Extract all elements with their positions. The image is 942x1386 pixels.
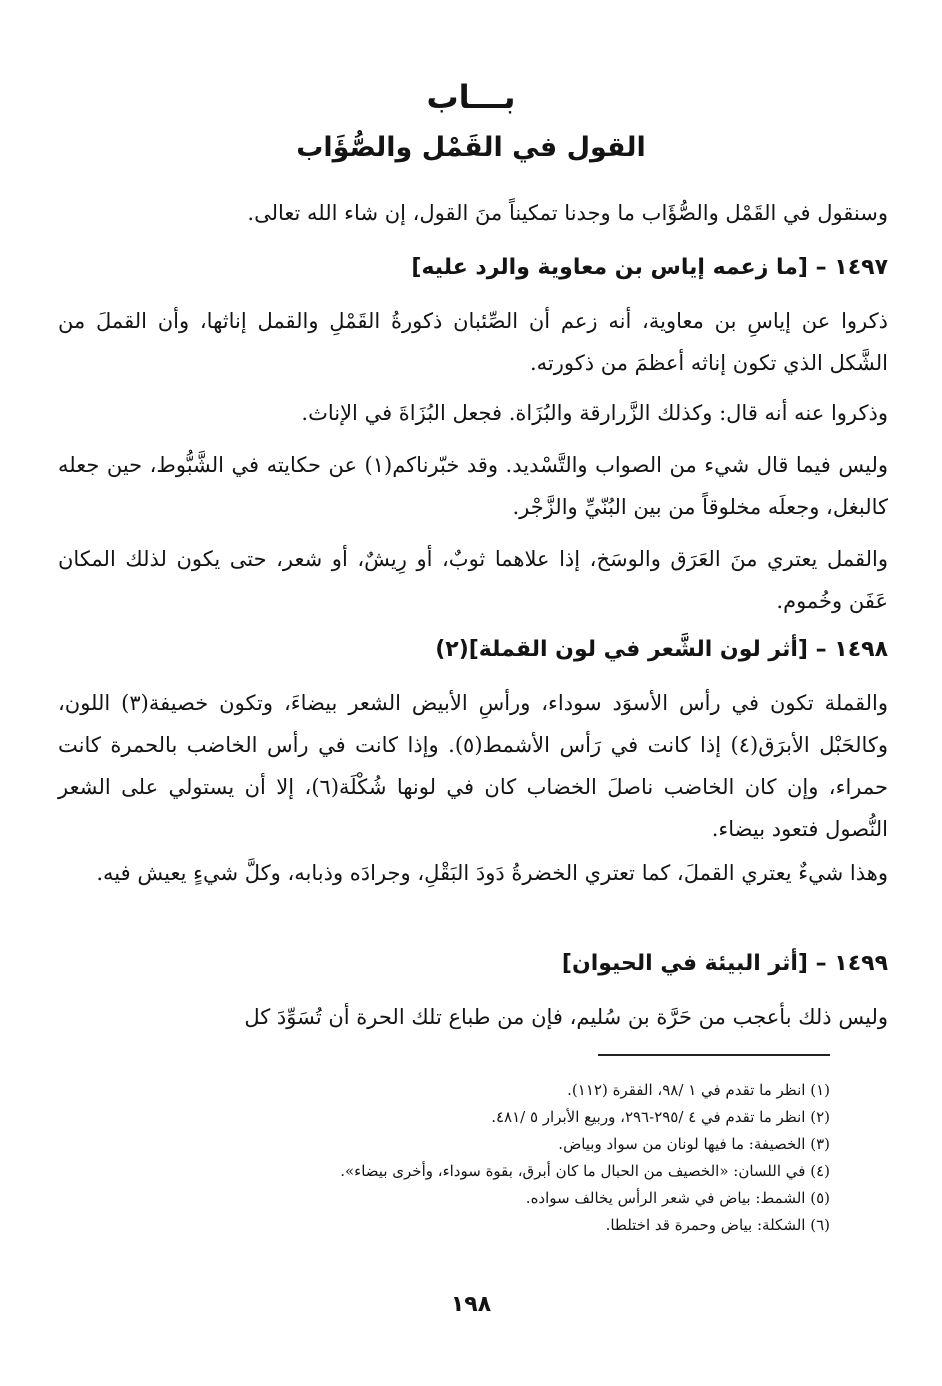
section-1497-para-2 [58, 392, 888, 434]
chapter-title: القول في القَمْل والصُّؤَاب [296, 132, 646, 163]
section-1499-para-1 [58, 996, 888, 1038]
section-heading: ١٤٩٧ – [ما زعمه إياس بن معاوية والرد عليه] [411, 255, 888, 280]
paragraph: ذكروا عن إياسِ بن معاوية، أنه زعم أن الصِّئبان ذكورةُ القَمْلِ والقمل إناثها، وأن القملَ من الشَّكل الذي تكون إناثه أعظمَ من ذكورته. [58, 309, 888, 375]
footnote: (١) انظر ما تقدم في ١ /٩٨، الفقرة (١١٢). [567, 1081, 830, 1099]
section-1498 [58, 628, 888, 672]
page-number: ١٩٨ [450, 1292, 492, 1317]
section-heading: ١٤٩٩ – [أثر البيئة في الحيوان] [561, 951, 888, 976]
paragraph: وليس ذلك بأعجب من حَرَّة بن سُليم، فإن من طباع تلك الحرة أن تُسَوِّدَ كل [244, 1005, 888, 1029]
footnote: (٤) في اللسان: «الخصيف من الحبال ما كان أبرق، بقوة سوداء، وأخرى بيضاء». [340, 1162, 830, 1180]
chapter-label: بـــاب [426, 78, 516, 116]
intro-paragraph: وسنقول في القَمْل والصُّؤَاب ما وجدنا تمكيناً منَ القول، إن شاء الله تعالى. [247, 201, 888, 225]
section-1497-para-1 [58, 300, 888, 384]
paragraph: وهذا شيءٌ يعتري القملَ، كما تعتري الخضرةُ دَودَ البَقْلِ، وجرادَه وذبابه، وكلَّ شيءٍ يعيش فيه. [96, 861, 888, 885]
section-1499 [58, 942, 888, 986]
paragraph: والقملة تكون في رأس الأسوَد سوداء، ورأسِ الأبيض الشعر بيضاءَ، وتكون خصيفة(٣) اللون، وكالحَبْل الأبرَق(٤) إذا كانت في رَأس الأشمط(٥). وإذا كانت في رأس الخاضب بالحمرة كانت حمراء، وإن كان الخاضب ناصلَ الخضاب كان في لونها شُكْلَة(٦)، إلا أن يستولي على الشعر النُّصول فتعود بيضاء. [58, 691, 888, 841]
section-1498-para-2 [58, 852, 888, 894]
section-1497-para-4 [58, 538, 888, 622]
footnotes [120, 1077, 830, 1239]
footnote: (٣) الخصيفة: ما فيها لونان من سواد وبياض. [558, 1135, 830, 1153]
footnote: (٥) الشمط: بياض في شعر الرأس يخالف سواده. [525, 1189, 830, 1207]
section-heading: ١٤٩٨ – [أثر لون الشَّعر في لون القملة](٢) [435, 637, 888, 662]
section-1497 [58, 246, 888, 290]
intro-block [58, 192, 888, 234]
footnote: (٦) الشكلة: بياض وحمرة قد اختلطا. [605, 1216, 830, 1234]
section-1497-para-3 [58, 444, 888, 528]
section-1498-para-1 [58, 682, 888, 850]
paragraph: وذكروا عنه أنه قال: وكذلك الزَّرارقة والبُزَاة. فجعل البُزَاةَ في الإناث. [301, 401, 888, 425]
footnote-divider [598, 1054, 830, 1056]
footnote: (٢) انظر ما تقدم في ٤ /٢٩٥-٢٩٦، وربيع الأبرار ٥ /٤٨١. [491, 1108, 830, 1126]
paragraph: والقمل يعتري منَ العَرَق والوسَخ، إذا علاهما ثوبٌ، أو رِيشٌ، أو شعر، حتى يكون لذلك المكان عَفَن وخُموم. [58, 547, 888, 613]
paragraph: وليس فيما قال شيء من الصواب والتَّسْديد. وقد خبّرناكم(١) عن حكايته في الشَّبُّوط، حين جعله كالبغل، وجعلَه مخلوقاً من بين البُنّيِّ والزَّجْر. [58, 453, 889, 519]
